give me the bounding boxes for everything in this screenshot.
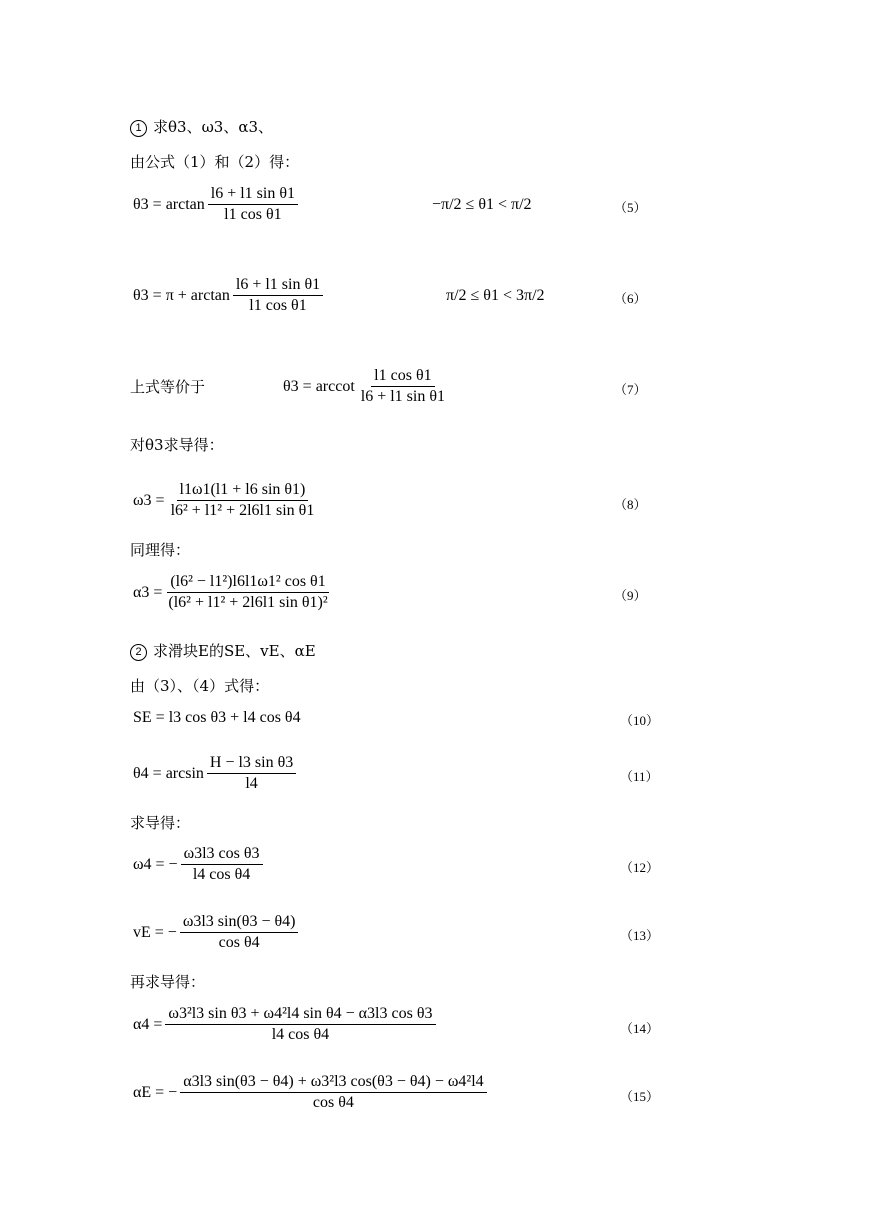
eq6-number: （6） (614, 291, 647, 306)
section-2-title: 求滑块E的SE、vE、αE (153, 642, 316, 660)
derivative-again-label: 再求导得： (130, 973, 206, 991)
equation-7 (283, 367, 451, 406)
eq14-lhs: α4 = (133, 1015, 163, 1033)
eq5-denominator: l1 cos θ1 (224, 206, 282, 223)
eq8-denominator: l6² + l1² + 2l6l1 sin θ1 (170, 502, 315, 519)
eq7-fraction (358, 367, 448, 406)
eq15-number: （15） (620, 1089, 660, 1104)
section-2-from-formula: 由（3）、（4）式得： (130, 677, 270, 695)
eq13-fraction (180, 913, 299, 952)
eq7-lhs: θ3 = arccot (283, 377, 355, 395)
eq15-lhs: αE = − (133, 1083, 178, 1101)
eq14-number: （14） (620, 1021, 660, 1036)
eq6-lhs: θ3 = π + arctan (133, 286, 230, 304)
section-2-marker: 2 (130, 644, 147, 661)
eq14-fraction (165, 1005, 435, 1044)
equation-5 (133, 185, 301, 224)
eq14-denominator: l4 cos θ4 (271, 1026, 330, 1043)
eq14-numerator: ω3²l3 sin θ3 + ω4²l4 sin θ4 − α3l3 cos θ3 (165, 1005, 435, 1025)
eq11-numerator: H − l3 sin θ3 (207, 754, 296, 774)
equation-9 (133, 573, 334, 612)
eq5-condition: −π/2 ≤ θ1 < π/2 (432, 196, 532, 213)
eq12-numerator: ω3l3 cos θ3 (181, 845, 263, 865)
eq13-number: （13） (620, 928, 660, 943)
section-1-heading (130, 117, 273, 137)
eq5-fraction (208, 185, 298, 224)
eq12-fraction (181, 845, 263, 884)
eq6-numerator: l6 + l1 sin θ1 (233, 276, 323, 296)
equation-6 (133, 276, 326, 315)
eq6-denominator: l1 cos θ1 (249, 297, 307, 314)
eq9-denominator: (l6² + l1² + 2l6l1 sin θ1)² (168, 594, 328, 611)
section-2-heading (130, 641, 316, 661)
eq7-numerator: l1 cos θ1 (371, 367, 434, 387)
equation-11 (133, 754, 299, 793)
eq9-lhs: α3 = (133, 583, 163, 601)
eq8-number: （8） (614, 497, 647, 512)
section-1-marker: 1 (130, 120, 147, 137)
equation-8 (133, 481, 320, 520)
eq8-numerator: l1ω1(l1 + l6 sin θ1) (177, 481, 309, 501)
eq12-number: （12） (620, 860, 660, 875)
eq12-lhs: ω4 = − (133, 855, 178, 873)
eq8-lhs: ω3 = (133, 491, 165, 509)
eq15-denominator: cos θ4 (312, 1094, 354, 1111)
eq11-denominator: l4 (245, 775, 258, 792)
eq8-fraction (168, 481, 318, 520)
equation-10: SE = l3 cos θ3 + l4 cos θ4 (133, 709, 301, 726)
eq10-number: （10） (620, 713, 660, 728)
eq6-fraction (233, 276, 323, 315)
section-1-title: 求θ3、ω3、α3、 (153, 118, 274, 136)
equation-15 (133, 1073, 490, 1112)
eq13-lhs: vE = − (133, 923, 177, 941)
eq11-fraction (207, 754, 296, 793)
equation-13 (133, 913, 301, 952)
eq5-number: （5） (614, 200, 647, 215)
eq11-number: （11） (620, 769, 659, 784)
section-1-from-formula: 由公式（1）和（2）得： (130, 153, 300, 171)
eq12-denominator: l4 cos θ4 (192, 866, 251, 883)
eq7-denominator: l6 + l1 sin θ1 (360, 388, 446, 405)
eq5-lhs: θ3 = arctan (133, 195, 205, 213)
eq5-numerator: l6 + l1 sin θ1 (208, 185, 298, 205)
equation-12 (133, 845, 266, 884)
eq15-fraction (180, 1073, 486, 1112)
eq13-denominator: cos θ4 (218, 934, 260, 951)
derivative-label: 求导得： (130, 814, 191, 832)
eq15-numerator: α3l3 sin(θ3 − θ4) + ω3²l3 cos(θ3 − θ4) − ω4²l4 (180, 1073, 486, 1093)
eq13-numerator: ω3l3 sin(θ3 − θ4) (180, 913, 299, 933)
eq7-number: （7） (614, 382, 647, 397)
eq9-number: （9） (614, 588, 647, 603)
equation-14 (133, 1005, 439, 1044)
similarly-label: 同理得： (130, 541, 191, 559)
derivative-theta3-label: 对θ3求导得： (130, 436, 224, 454)
eq9-numerator: (l6² − l1²)l6l1ω1² cos θ1 (167, 573, 328, 593)
eq9-fraction (165, 573, 330, 612)
eq11-lhs: θ4 = arcsin (133, 764, 204, 782)
eq6-condition: π/2 ≤ θ1 < 3π/2 (446, 287, 545, 304)
equivalent-label: 上式等价于 (130, 378, 206, 396)
